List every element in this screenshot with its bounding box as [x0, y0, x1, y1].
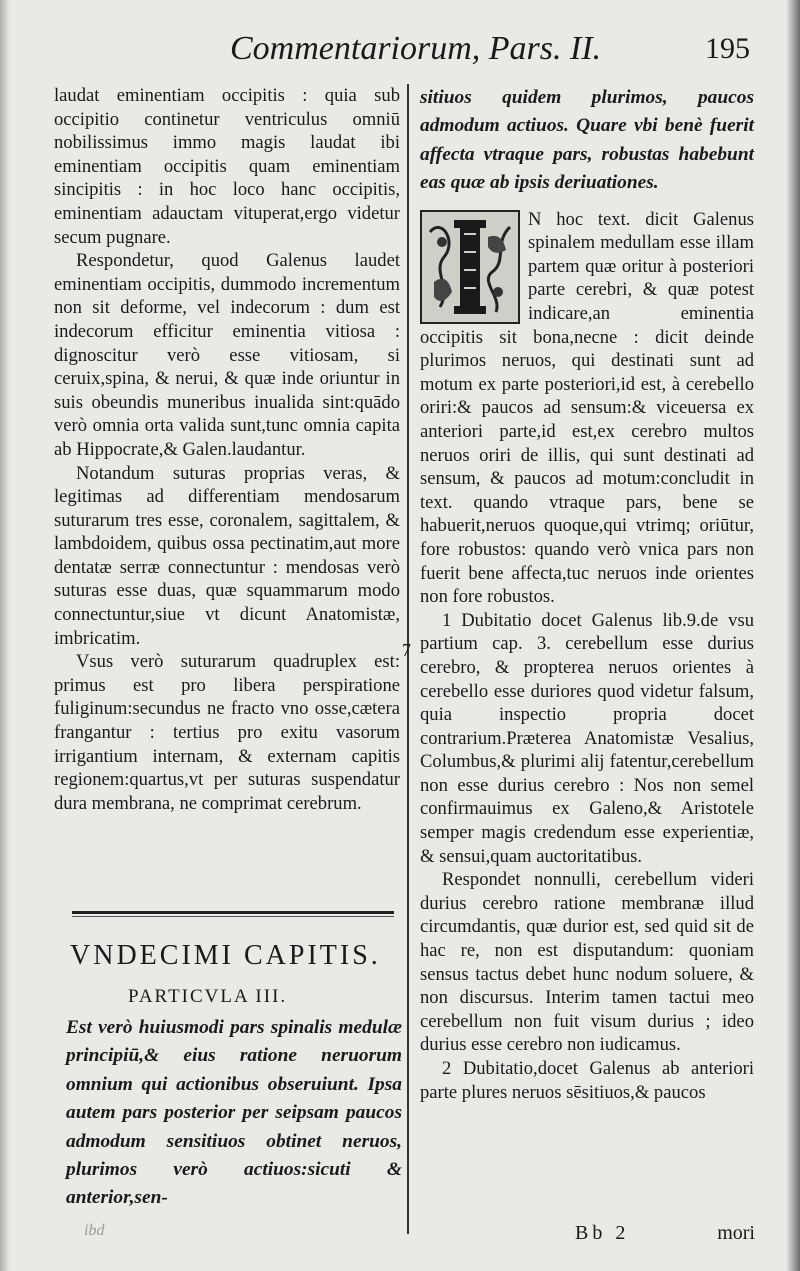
running-title: Commentariorum, Pars. II. [230, 30, 602, 67]
left-column-bottom [66, 1014, 402, 1213]
right-column [420, 84, 754, 1104]
commentary-paragraph: 2 Dubitatio,docet Galenus ab anteriori parte plures neruos sēsitiuos,& paucos [420, 1058, 754, 1103]
margin-mark: 7 [402, 640, 411, 660]
aphorism-text: Est verò huiusmodi pars spinalis medulæ principiū,& eius ratione neruorum omnium qui actionibus obseruiunt. Ipsa autem pars posterior per seipsam paucos admodum sensitiuos obtinet neruos, plurimos verò actiuos:sicuti & anterior,sen- [66, 1017, 402, 1209]
section-heading: VNDECIMI CAPITIS. [70, 940, 381, 971]
paragraph: Respondetur, quod Galenus laudet eminentiam occipitis, dummodo incrementum non sit deforme, vel indecorum : dum est indecorum efficitur eminentia vitiosa : dignoscitur verò esse vitiosam, si ceruix,spina, & nerui, & quæ inde oriuntur in suis obeundis muneribus inualida sint:quādo verò omnia orta valida sunt,tunc omnia capita ab Hippocrate,& Galen.laudantur. [54, 250, 400, 460]
decorated-initial-icon [422, 212, 518, 322]
commentary-paragraph: Respondet nonnulli, cerebellum videri durius cerebro ratione membranæ illud circumdantis, quæ durior est, sed quid sit de hac re, non est disputandum: quoniam sensus tactus debet hunc nodum soluere, & non discursus. Interim tamen tactui meo cerebellum non fuit visum durius ; ideo durius esse cerebro non iudicamus. [420, 869, 754, 1056]
left-column-top [54, 84, 400, 815]
signature-mark: Bb 2 [575, 1222, 630, 1244]
paragraph: laudat eminentiam occipitis : quia sub occipitio continetur ventriculus omniū nobilissimus immo magis laudat ibi eminentiam occipitis quam eminentiam sincipitis : in hoc loco hanc occipitis, eminentiam adauctam vituperat,ergo videtur secum pugnare. [54, 85, 400, 248]
page-left-shadow [0, 0, 10, 1271]
commentary-paragraph: 1 Dubitatio docet Galenus lib.9.de vsu partium cap. 3. cerebellum esse durius cerebro, & propterea neruos orientes à cerebello esse duriores quod videtur falsum, quia inspectio propria docet contrarium.Præterea Anatomistæ Vesalius, Columbus,& plurimi alij fatentur,cerebellum non esse durius cerebro : Nos non semel confirmauimus ex Galeno,& Aristotele semper magis credendum esse experientiæ, & sensui,quam auctoritatibus. [420, 609, 754, 867]
aphorism-continuation: sitiuos quidem plurimos, paucos admodum actiuos. Quare vbi benè fuerit affecta vtraque pars, robustas habebunt eas quæ ab ipsis deriuationes. [420, 87, 754, 194]
decorated-initial [420, 210, 520, 324]
page-number: 195 [705, 32, 750, 65]
page-right-shadow [786, 0, 800, 1271]
catchword: mori [717, 1222, 755, 1244]
page-footer [575, 1222, 755, 1246]
particula-heading: PARTICVLA III. [128, 986, 288, 1007]
page-header [230, 26, 750, 74]
commentary-paragraph: N hoc text. dicit Galenus spinalem medullam esse illam partem quæ oritur à posteriori parte cerebri, & quæ potest indicare,an eminentia occipitis sit bona,necne : dicit deinde plurimos neruos, qui destinati sunt ad motum ex parte posteriori,id est, à cerebello oriri:& paucos ad sensum:& viceuersa ex anteriori parte,id est,ex cerebro multos neruos oriri de illis, qui sunt destinati ad sensum, & paucos ad motum:concludit in text. quando vtraque pars, bene se habuerit,neruos quoque,qui vtrimq; oriūtur, fore robustos: quando verò vnica pars non fuerit bene affecta,tuc neruos inde orientes non fore robustos. [420, 208, 754, 608]
section-divider [72, 911, 394, 914]
section-divider-thin [72, 916, 394, 917]
paragraph: Vsus verò suturarum quadruplex est: primus est pro libera perspiratione fuliginum:secundus ne fracto vno osse,cætera frangantur : tertius pro exitu vasorum irrigantium internam, & externam capitis regionem:quartus,vt per suturas suspendatur dura membrana, ne comprimat cerebrum. [54, 651, 400, 814]
faded-mark: ibd [84, 1222, 105, 1239]
paragraph: Notandum suturas proprias veras, & legitimas ad differentiam mendosarum suturarum tres esse, coronalem, sagittalem, & lambdoidem, quibus ossa pectinatim,aut more dentatæ serræ connectuntur : mendosas verò suturas esse duas, quæ squammarum modo connectuntur,siue vt dicunt Anatomistæ, imbricatim. [54, 462, 400, 649]
